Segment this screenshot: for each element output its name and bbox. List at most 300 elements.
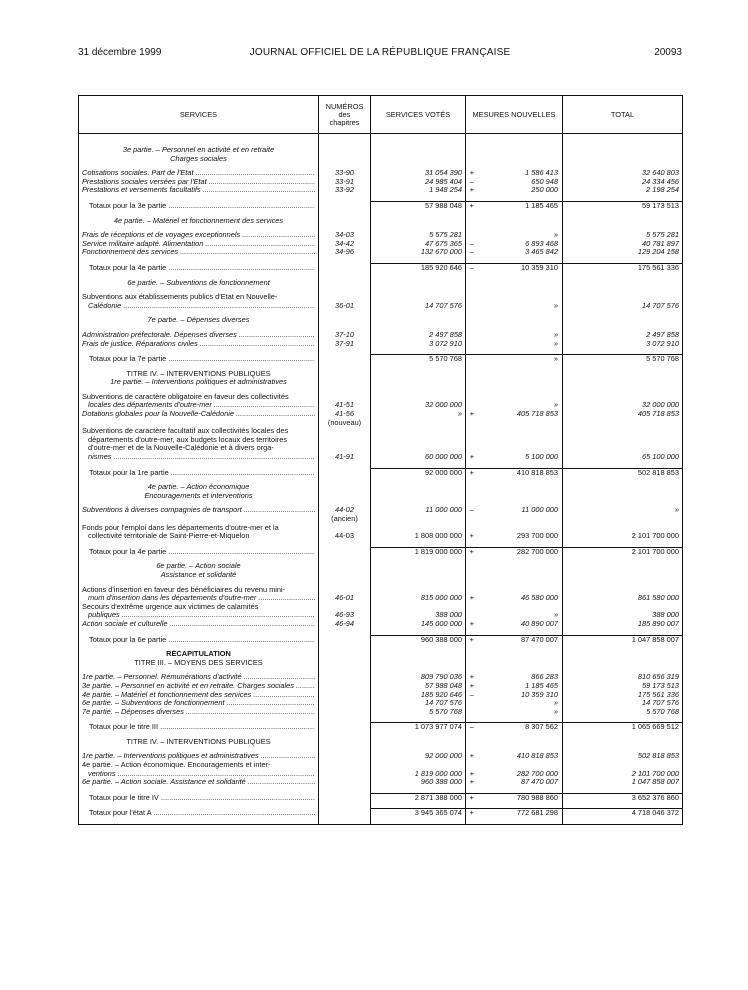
page-header	[78, 47, 682, 61]
row-label	[79, 603, 319, 612]
chapter-number	[319, 778, 371, 787]
chapter-number	[319, 650, 371, 659]
chapter-number	[319, 562, 371, 571]
mesures-nouvelles-value: »	[478, 355, 563, 364]
services-votes-value	[371, 444, 466, 453]
total-value	[563, 378, 683, 387]
sign	[466, 436, 478, 445]
mesures-nouvelles-value	[478, 515, 563, 524]
mesures-nouvelles-value	[478, 146, 563, 155]
total-value	[563, 370, 683, 379]
chapter-number: 46-01	[319, 594, 371, 603]
chapter-number	[319, 761, 371, 770]
chapter-number: 33-91	[319, 178, 371, 187]
chapter-number: 41-91	[319, 453, 371, 462]
row-label	[79, 340, 319, 349]
total-value: 24 334 456	[563, 178, 683, 187]
row-label	[79, 809, 319, 818]
header-page-number: 20093	[654, 47, 682, 58]
total-value: 5 570 768	[563, 708, 683, 717]
row-label	[79, 673, 319, 682]
row-label-text: Subventions de caractère facultatif aux collectivités locales des	[82, 427, 289, 436]
chapter-number	[319, 436, 371, 445]
total-value	[563, 571, 683, 580]
table-row	[79, 770, 683, 779]
services-votes-value	[371, 293, 466, 302]
row-label	[79, 293, 319, 302]
services-votes-value: 92 000 000	[371, 752, 466, 761]
services-votes-value	[371, 562, 466, 571]
sign: +	[466, 186, 478, 195]
sign	[466, 146, 478, 155]
chapter-number: 34-42	[319, 240, 371, 249]
sign: –	[466, 691, 478, 700]
services-votes-value: 5 570 768	[371, 355, 466, 364]
mesures-nouvelles-value: 772 681 298	[478, 809, 563, 818]
total-value	[563, 818, 683, 825]
table-row	[79, 444, 683, 453]
services-votes-value: 960 388 000	[371, 635, 466, 644]
total-row	[79, 355, 683, 364]
mesures-nouvelles-value: 410 818 853	[478, 752, 563, 761]
services-votes-value: 1 073 977 074	[371, 723, 466, 732]
row-label-text: Actions d'insertion en faveur des bénéficiaires du revenu mini-	[82, 585, 286, 594]
mesures-nouvelles-value	[478, 444, 563, 453]
services-votes-value	[371, 427, 466, 436]
sign	[466, 524, 478, 533]
chapter-number	[319, 770, 371, 779]
col-chapitres-label: chapitres	[329, 117, 360, 127]
total-value: 388 000	[563, 611, 683, 620]
total-value	[563, 492, 683, 501]
chapter-number	[319, 635, 371, 644]
row-label-text: Action sociale et culturelle .....	[82, 620, 315, 629]
services-votes-value: 14 707 576	[371, 302, 466, 311]
sign	[466, 401, 478, 410]
total-value: 502 818 853	[563, 752, 683, 761]
row-label-text: 3e partie. – Personnel en activité et en retraite	[122, 146, 275, 154]
table-row	[79, 708, 683, 717]
chapter-number	[319, 217, 371, 226]
chapter-number	[319, 146, 371, 155]
row-label-text: TITRE IV. – INTERVENTIONS PUBLIQUES	[126, 737, 271, 746]
mesures-nouvelles-value: 293 700 000	[478, 532, 563, 541]
services-votes-value: »	[371, 410, 466, 419]
chapter-number	[319, 378, 371, 387]
mesures-nouvelles-value	[478, 155, 563, 164]
table-row	[79, 410, 683, 419]
mesures-nouvelles-value	[478, 293, 563, 302]
row-label	[79, 723, 319, 732]
chapter-number	[319, 603, 371, 612]
sign	[466, 611, 478, 620]
sign: +	[466, 682, 478, 691]
row-label	[79, 659, 319, 668]
chapter-number	[319, 673, 371, 682]
sign	[466, 571, 478, 580]
col-services-votes: SERVICES VOTÉS	[371, 96, 466, 134]
sign: +	[466, 620, 478, 629]
row-label-text: Secours d'extrême urgence aux victimes de calamités	[82, 602, 259, 611]
row-label	[79, 401, 319, 410]
table-row	[79, 231, 683, 240]
services-votes-value: 11 000 000	[371, 506, 466, 515]
section-heading-row	[79, 650, 683, 659]
row-label	[79, 468, 319, 477]
table-row	[79, 453, 683, 462]
row-label	[79, 378, 319, 387]
total-value	[563, 146, 683, 155]
sign	[466, 393, 478, 402]
sign: –	[466, 240, 478, 249]
sign: +	[466, 673, 478, 682]
chapter-number	[319, 492, 371, 501]
chapter-number	[319, 155, 371, 164]
sign	[466, 444, 478, 453]
table-row	[79, 293, 683, 302]
sign: –	[466, 723, 478, 732]
services-votes-value	[371, 603, 466, 612]
mesures-nouvelles-value	[478, 659, 563, 668]
row-label-text: 4e partie. – Matériel et fonctionnement des services	[113, 216, 284, 225]
services-votes-value: 2 871 388 000	[371, 793, 466, 802]
services-votes-value	[371, 492, 466, 501]
row-label	[79, 547, 319, 556]
total-value: 810 656 319	[563, 673, 683, 682]
row-label	[79, 217, 319, 226]
chapter-number	[319, 293, 371, 302]
row-label-text: Dotations globales pour la Nouvelle-Calédonie .....	[82, 410, 315, 419]
table-body	[79, 134, 683, 825]
row-label-text: Encouragements et interventions	[144, 491, 253, 500]
sign: –	[466, 178, 478, 187]
mesures-nouvelles-value: 6 893 468	[478, 240, 563, 249]
mesures-nouvelles-value: 282 700 000	[478, 547, 563, 556]
row-label-text: Fonds pour l'emploi dans les départements d'outre-mer et la	[82, 523, 279, 532]
total-value: 2 497 858	[563, 331, 683, 340]
mesures-nouvelles-value	[478, 562, 563, 571]
mesures-nouvelles-value: 5 100 000	[478, 453, 563, 462]
total-value	[563, 603, 683, 612]
chapter-number	[319, 134, 371, 147]
sign	[466, 603, 478, 612]
sign	[466, 316, 478, 325]
row-label	[79, 444, 319, 453]
services-votes-value	[371, 483, 466, 492]
row-label	[79, 562, 319, 571]
sign: +	[466, 752, 478, 761]
services-votes-value	[371, 146, 466, 155]
sign: +	[466, 169, 478, 178]
col-services: SERVICES	[79, 96, 319, 134]
chapter-number	[319, 547, 371, 556]
chapter-number	[319, 263, 371, 272]
total-value: 1 065 669 512	[563, 723, 683, 732]
services-votes-value	[371, 650, 466, 659]
mesures-nouvelles-value: 1 185 465	[478, 201, 563, 210]
total-row	[79, 723, 683, 732]
section-heading-row	[79, 378, 683, 387]
chapter-number: 46-93	[319, 611, 371, 620]
row-label	[79, 248, 319, 257]
mesures-nouvelles-value	[478, 427, 563, 436]
mesures-nouvelles-value: 650 948	[478, 178, 563, 187]
total-value: 40 781 897	[563, 240, 683, 249]
chapter-number: 34-96	[319, 248, 371, 257]
chapter-number: (nouveau)	[319, 419, 371, 428]
row-label-text: d'outre-mer et de la Nouvelle-Calédonie et à divers orga-	[88, 444, 274, 453]
mesures-nouvelles-value: 8 307 562	[478, 723, 563, 732]
col-mesures-nouvelles: MESURES NOUVELLES	[466, 96, 563, 134]
row-label	[79, 594, 319, 603]
sign	[466, 586, 478, 595]
row-label-text: Totaux pour le titre III .....	[89, 723, 315, 732]
mesures-nouvelles-value	[478, 818, 563, 825]
row-label-text: 1re partie. – Interventions politiques et administratives	[110, 378, 287, 387]
sign: +	[466, 635, 478, 644]
total-value: 175 561 336	[563, 263, 683, 272]
table-head	[79, 96, 683, 134]
total-value: 502 818 853	[563, 468, 683, 477]
sign	[466, 355, 478, 364]
row-label	[79, 708, 319, 717]
total-row	[79, 635, 683, 644]
sign: –	[466, 506, 478, 515]
row-label-text: TITRE III. – MOYENS DES SERVICES	[134, 658, 263, 667]
sign: +	[466, 547, 478, 556]
chapter-number	[319, 524, 371, 533]
spacer-row	[79, 134, 683, 147]
total-value	[563, 155, 683, 164]
sign	[466, 134, 478, 147]
table-row	[79, 752, 683, 761]
section-heading-row	[79, 738, 683, 747]
table-row	[79, 436, 683, 445]
row-label-text: Totaux pour la 4e partie .....	[89, 264, 315, 273]
chapter-number: 33-90	[319, 169, 371, 178]
total-value	[563, 293, 683, 302]
table-row	[79, 186, 683, 195]
row-label	[79, 532, 319, 541]
total-value	[563, 217, 683, 226]
total-value: 59 173 513	[563, 682, 683, 691]
table-row	[79, 419, 683, 428]
row-label	[79, 506, 319, 515]
services-votes-value	[371, 524, 466, 533]
total-value	[563, 279, 683, 288]
budget-table	[78, 95, 683, 825]
total-value	[563, 393, 683, 402]
chapter-number	[319, 201, 371, 210]
total-value: 32 000 000	[563, 401, 683, 410]
col-des-label: des	[338, 109, 351, 119]
row-label-text: 4e partie. – Action économique	[147, 483, 250, 492]
total-value: 175 561 336	[563, 691, 683, 700]
services-votes-value: 185 920 646	[371, 691, 466, 700]
row-label	[79, 620, 319, 629]
row-label-text: départements d'outre-mer, aux budgets locaux des territoires	[88, 435, 288, 444]
services-votes-value: 24 985 404	[371, 178, 466, 187]
mesures-nouvelles-value: »	[478, 231, 563, 240]
mesures-nouvelles-value: 866 283	[478, 673, 563, 682]
row-label-text: Charges sociales	[170, 154, 227, 163]
row-label	[79, 155, 319, 164]
total-value	[563, 134, 683, 147]
total-value: 3 652 376 860	[563, 793, 683, 802]
sign: +	[466, 201, 478, 210]
row-label-text: Subventions à diverses compagnies de transport .....	[82, 506, 315, 515]
total-value: 14 707 576	[563, 699, 683, 708]
services-votes-value: 388 000	[371, 611, 466, 620]
sign	[466, 419, 478, 428]
chapter-number	[319, 809, 371, 818]
services-votes-value	[371, 279, 466, 288]
services-votes-value	[371, 515, 466, 524]
total-value: 3 072 910	[563, 340, 683, 349]
services-votes-value	[371, 738, 466, 747]
col-numeros-label: NUMÉROS	[325, 101, 364, 111]
mesures-nouvelles-value: »	[478, 611, 563, 620]
row-label-text: Subventions aux établissements publics d'Etat en Nouvelle-	[82, 293, 278, 302]
chapter-number	[319, 659, 371, 668]
section-heading-row	[79, 571, 683, 580]
row-label-text: 4e partie. – Matériel et fonctionnement des services .....	[82, 691, 315, 700]
services-votes-value	[371, 370, 466, 379]
mesures-nouvelles-value: 282 700 000	[478, 770, 563, 779]
sign	[466, 378, 478, 387]
section-heading-row	[79, 483, 683, 492]
services-votes-value	[371, 378, 466, 387]
row-label-text: mum d'insertion dans les départements d'outre-mer .....	[88, 594, 315, 603]
row-label	[79, 611, 319, 620]
services-votes-value: 960 388 000	[371, 778, 466, 787]
services-votes-value: 92 000 000	[371, 468, 466, 477]
row-label	[79, 761, 319, 770]
services-votes-value: 3 945 365 074	[371, 809, 466, 818]
row-label-text: 6e partie. – Subventions de fonctionnement .....	[82, 699, 315, 708]
services-votes-value	[371, 436, 466, 445]
total-value: 65 100 000	[563, 453, 683, 462]
services-votes-value: 145 000 000	[371, 620, 466, 629]
chapter-number	[319, 316, 371, 325]
table-row	[79, 515, 683, 524]
total-value: 2 101 700 000	[563, 532, 683, 541]
row-label-text: RÉCAPITULATION	[166, 650, 231, 659]
row-label-text: Assistance et solidarité	[160, 570, 237, 579]
row-label-text: Totaux pour la 6e partie .....	[89, 636, 315, 645]
total-value: 185 890 007	[563, 620, 683, 629]
services-votes-value	[371, 316, 466, 325]
total-value: 1 047 858 007	[563, 635, 683, 644]
row-label	[79, 427, 319, 436]
sign	[466, 818, 478, 825]
mesures-nouvelles-value	[478, 524, 563, 533]
mesures-nouvelles-value: 46 580 000	[478, 594, 563, 603]
total-value: 14 707 576	[563, 302, 683, 311]
col-total: TOTAL	[563, 96, 683, 134]
mesures-nouvelles-value: 780 988 860	[478, 793, 563, 802]
chapter-number	[319, 427, 371, 436]
services-votes-value: 60 000 000	[371, 453, 466, 462]
row-label-text: 6e partie. – Action sociale. Assistance et solidarité .....	[82, 778, 315, 787]
row-label-text: Totaux pour le titre IV .....	[89, 794, 315, 803]
section-heading-row	[79, 370, 683, 379]
mesures-nouvelles-value: »	[478, 340, 563, 349]
table-row	[79, 401, 683, 410]
col-chapitres	[319, 96, 371, 134]
row-label	[79, 146, 319, 155]
total-value	[563, 444, 683, 453]
total-value	[563, 436, 683, 445]
row-label-text: 7e partie. – Dépenses diverses .....	[82, 708, 315, 717]
row-label-text: locales des départements d'outre-mer .....	[88, 401, 315, 410]
sign: –	[466, 248, 478, 257]
row-label-text: 1re partie. – Personnel. Rémunérations d'activité .....	[82, 673, 315, 682]
chapter-number	[319, 370, 371, 379]
row-label	[79, 178, 319, 187]
section-heading-row	[79, 146, 683, 155]
row-label	[79, 752, 319, 761]
row-label-text: 3e partie. – Personnel en activité et en retraite. Charges sociales .....	[82, 682, 315, 691]
chapter-number: 41-51	[319, 401, 371, 410]
total-value	[563, 562, 683, 571]
sign	[466, 279, 478, 288]
total-value: 1 047 858 007	[563, 778, 683, 787]
total-row	[79, 809, 683, 818]
row-label-text: 6e partie. – Action sociale	[156, 562, 241, 571]
total-row	[79, 263, 683, 272]
sign	[466, 331, 478, 340]
mesures-nouvelles-value	[478, 603, 563, 612]
services-votes-value: 1 808 000 000	[371, 532, 466, 541]
mesures-nouvelles-value: 10 359 310	[478, 263, 563, 272]
mesures-nouvelles-value: 3 465 842	[478, 248, 563, 257]
sign	[466, 699, 478, 708]
total-row	[79, 793, 683, 802]
mesures-nouvelles-value: 250 000	[478, 186, 563, 195]
mesures-nouvelles-value	[478, 217, 563, 226]
mesures-nouvelles-value	[478, 378, 563, 387]
total-value	[563, 659, 683, 668]
sign	[466, 217, 478, 226]
row-label-text: TITRE IV. – INTERVENTIONS PUBLIQUES	[126, 369, 271, 378]
row-label-text: Administration préfectorale. Dépenses diverses .....	[82, 331, 315, 340]
row-label	[79, 635, 319, 644]
row-label	[79, 770, 319, 779]
row-label	[79, 263, 319, 272]
sign	[466, 155, 478, 164]
services-votes-value: 2 497 858	[371, 331, 466, 340]
chapter-number: 37-91	[319, 340, 371, 349]
mesures-nouvelles-value: »	[478, 708, 563, 717]
chapter-number	[319, 723, 371, 732]
services-votes-value	[371, 761, 466, 770]
row-label	[79, 201, 319, 210]
services-votes-value: 57 988 048	[371, 201, 466, 210]
row-label	[79, 650, 319, 659]
mesures-nouvelles-value: »	[478, 401, 563, 410]
table-row	[79, 699, 683, 708]
chapter-number: 33-92	[319, 186, 371, 195]
mesures-nouvelles-value	[478, 586, 563, 595]
mesures-nouvelles-value	[478, 650, 563, 659]
sign	[466, 427, 478, 436]
row-label-text: Subventions de caractère obligatoire en faveur des collectivités	[82, 392, 289, 401]
total-value	[563, 738, 683, 747]
total-value: 2 198 254	[563, 186, 683, 195]
section-heading-row	[79, 217, 683, 226]
mesures-nouvelles-value: 1 586 413	[478, 169, 563, 178]
